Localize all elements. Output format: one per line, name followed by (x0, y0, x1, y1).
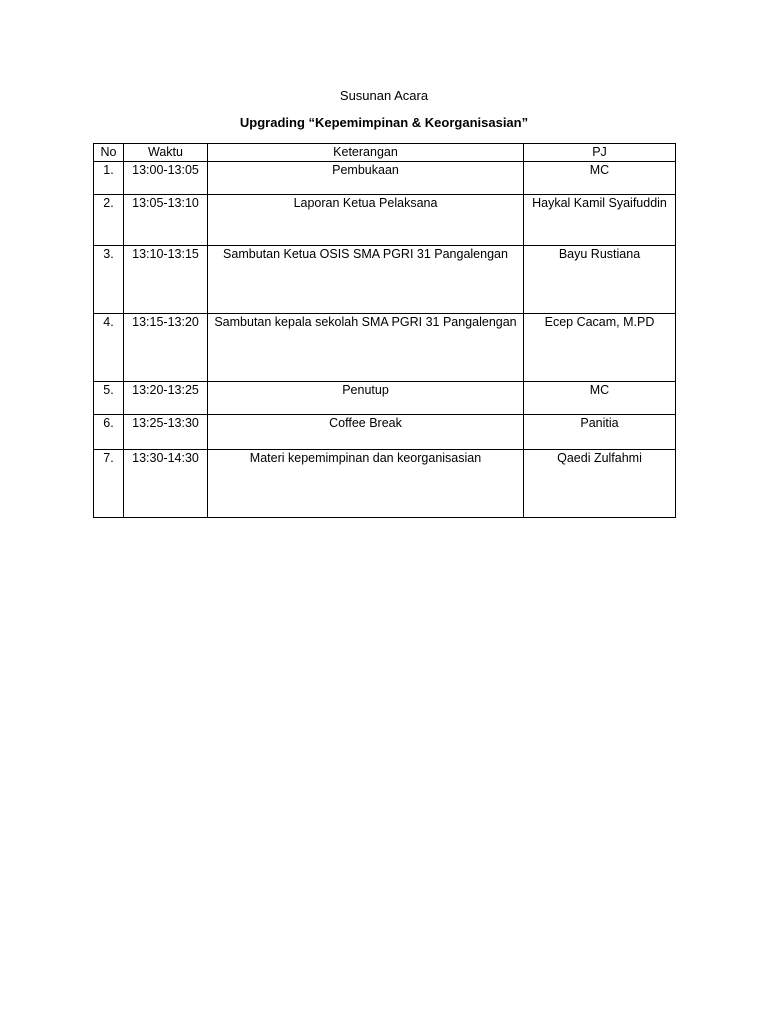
cell-no: 7. (94, 450, 124, 518)
cell-no: 4. (94, 314, 124, 382)
table-row (94, 382, 676, 415)
cell-no: 2. (94, 195, 124, 246)
cell-pj: Ecep Cacam, M.PD (524, 314, 676, 382)
cell-keterangan: Laporan Ketua Pelaksana (208, 195, 524, 246)
cell-keterangan: Coffee Break (208, 415, 524, 450)
cell-pj: Bayu Rustiana (524, 246, 676, 314)
cell-waktu: 13:00-13:05 (124, 162, 208, 195)
header-pj: PJ (524, 144, 676, 162)
cell-no: 1. (94, 162, 124, 195)
document-title: Susunan Acara (339, 88, 429, 103)
cell-keterangan: Penutup (208, 382, 524, 415)
cell-waktu: 13:30-14:30 (124, 450, 208, 518)
table-row (94, 314, 676, 382)
cell-no: 6. (94, 415, 124, 450)
table-row (94, 246, 676, 314)
table-row (94, 415, 676, 450)
header-no: No (94, 144, 124, 162)
cell-waktu: 13:20-13:25 (124, 382, 208, 415)
cell-pj: Panitia (524, 415, 676, 450)
table-row (94, 450, 676, 518)
cell-keterangan: Sambutan kepala sekolah SMA PGRI 31 Pangalengan (208, 314, 524, 382)
cell-no: 3. (94, 246, 124, 314)
table-row (94, 195, 676, 246)
header-keterangan: Keterangan (208, 144, 524, 162)
cell-keterangan: Pembukaan (208, 162, 524, 195)
cell-no: 5. (94, 382, 124, 415)
table-header-row (94, 144, 676, 162)
cell-keterangan: Materi kepemimpinan dan keorganisasian (208, 450, 524, 518)
cell-pj: MC (524, 162, 676, 195)
cell-pj: MC (524, 382, 676, 415)
cell-keterangan: Sambutan Ketua OSIS SMA PGRI 31 Pangalengan (208, 246, 524, 314)
document-subtitle: Upgrading “Kepemimpinan & Keorganisasian” (239, 115, 529, 130)
cell-waktu: 13:25-13:30 (124, 415, 208, 450)
header-waktu: Waktu (124, 144, 208, 162)
cell-waktu: 13:05-13:10 (124, 195, 208, 246)
table-row (94, 162, 676, 195)
cell-waktu: 13:15-13:20 (124, 314, 208, 382)
cell-pj: Haykal Kamil Syaifuddin (524, 195, 676, 246)
cell-pj: Qaedi Zulfahmi (524, 450, 676, 518)
cell-waktu: 13:10-13:15 (124, 246, 208, 314)
schedule-table (93, 143, 676, 518)
